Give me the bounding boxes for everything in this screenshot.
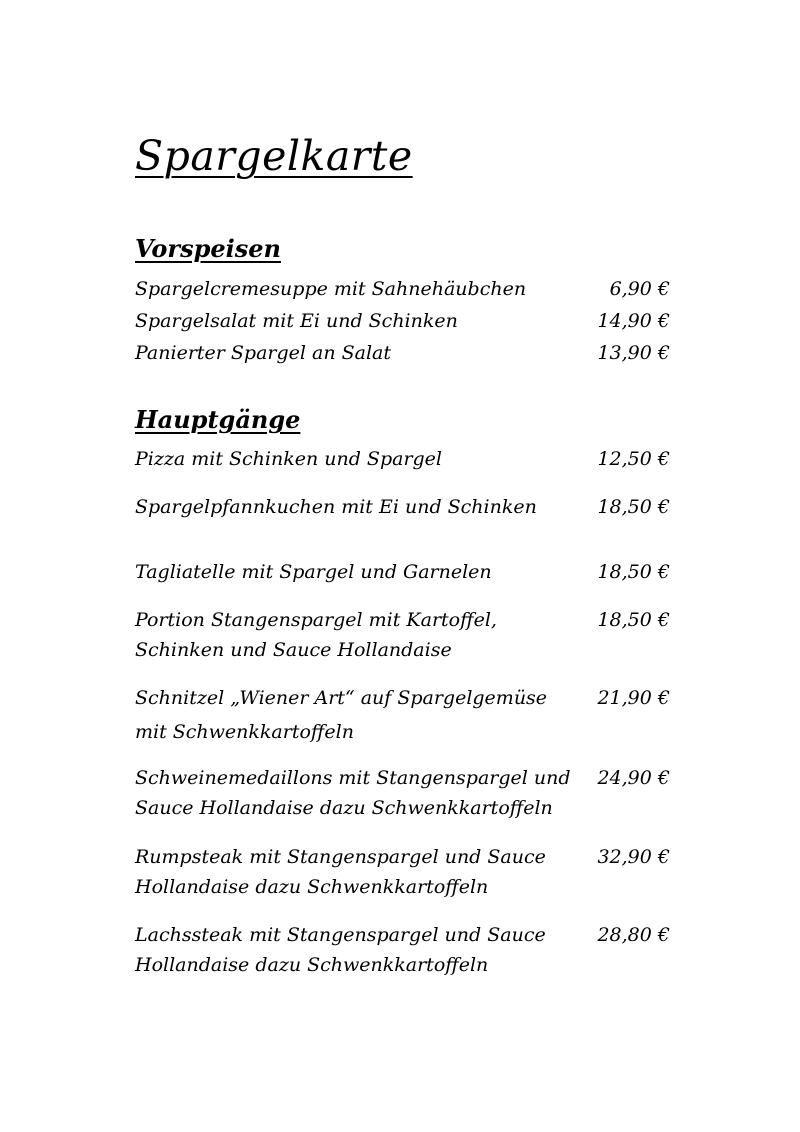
item-name (135, 605, 555, 665)
item-price: 32,90 € (597, 846, 670, 868)
item-name-line1: Rumpsteak mit Stangenspargel und Sauce (135, 846, 546, 868)
section-heading-hauptgaenge: Hauptgänge (135, 405, 301, 434)
item-name (135, 683, 555, 747)
item-price: 28,80 € (597, 924, 670, 946)
item-name (135, 306, 555, 336)
item-name-line1: Spargelcremesuppe mit Sahnehäubchen (135, 278, 527, 300)
item-price: 18,50 € (597, 609, 670, 631)
item-name-line2: Sauce Hollandaise dazu Schwenkkartoffeln (135, 797, 553, 819)
section-heading-vorspeisen: Vorspeisen (135, 234, 281, 263)
item-name-line1: Schweinemedaillons mit Stangenspargel und (135, 767, 571, 789)
item-name-line1: Lachssteak mit Stangenspargel und Sauce (135, 924, 546, 946)
item-price: 21,90 € (597, 687, 670, 709)
item-name-line2: Hollandaise dazu Schwenkkartoffeln (135, 954, 489, 976)
item-name-line2: Hollandaise dazu Schwenkkartoffeln (135, 876, 489, 898)
item-name-line1: Panierter Spargel an Salat (135, 342, 391, 364)
item-name (135, 274, 555, 304)
item-name (135, 492, 555, 522)
item-price: 12,50 € (597, 448, 670, 470)
item-name-line1: Tagliatelle mit Spargel und Garnelen (135, 561, 492, 583)
item-name-line2: mit Schwenkkartoffeln (135, 721, 354, 743)
item-price: 14,90 € (597, 310, 670, 332)
item-name (135, 842, 555, 902)
item-name (135, 444, 555, 474)
item-name-line1: Spargelsalat mit Ei und Schinken (135, 310, 458, 332)
item-price: 18,50 € (597, 496, 670, 518)
item-price: 18,50 € (597, 561, 670, 583)
item-name (135, 920, 555, 980)
item-name (135, 557, 555, 587)
item-name-line1: Spargelpfannkuchen mit Ei und Schinken (135, 496, 537, 518)
item-price: 24,90 € (597, 767, 670, 789)
item-name (135, 338, 555, 368)
item-name-line1: Portion Stangenspargel mit Kartoffel, (135, 609, 497, 631)
page-title: Spargelkarte (135, 132, 413, 180)
item-name-line2: Schinken und Sauce Hollandaise (135, 639, 452, 661)
item-price: 13,90 € (597, 342, 670, 364)
item-name (135, 763, 571, 823)
item-name-line1: Pizza mit Schinken und Spargel (135, 448, 443, 470)
item-price: 6,90 € (609, 278, 670, 300)
item-name-line1: Schnitzel „Wiener Art“ auf Spargelgemüse (135, 687, 548, 709)
